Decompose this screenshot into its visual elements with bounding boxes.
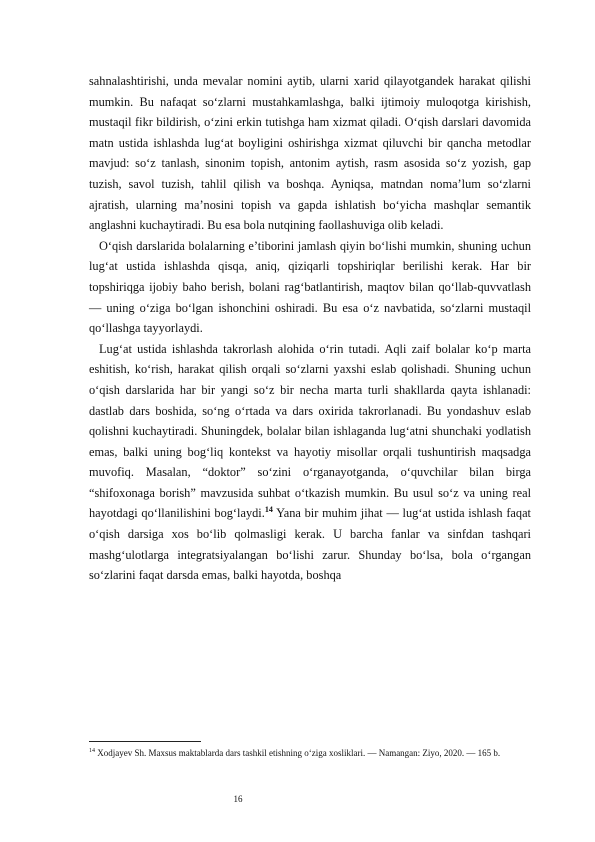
footnote-number: 14 bbox=[89, 748, 95, 754]
body-text bbox=[89, 71, 531, 586]
paragraph-1: sahnalashtirishi, unda mevalar nomini aytib, ularni xarid qilayotgandek harakat qilishi mumkin. Bu nafaqat so‘zlarni mustahkamlashga, balki ijtimoiy muloqotga kirishish, mustaqil fikr bildirish, o‘zini erkin tutishga ham xizmat qiladi. O‘qish darslari davomida matn ustida ishlashda lug‘at boyligini oshirishga xizmat qiluvchi bir qancha metodlar mavjud: so‘z tanlash, sinonim topish, antonim aytish, rasm asosida so‘z yozish, gap tuzish, savol tuzish, tahlil qilish va boshqa. Ayniqsa, matndan noma’lum so‘zlarni ajratish, ularning ma’nosini topish va gapda ishlatish bo‘yicha mashqlar semantik anglashni kuchaytiradi. Bu esa bola nutqining faollashuviga olib keladi. bbox=[89, 74, 531, 233]
footnote-text: Xodjayev Sh. Maxsus maktablarda dars tashkil etishning o‘ziga xosliklari. — Namangan: Ziyo, 2020. — 165 b. bbox=[95, 748, 501, 758]
page-number: 16 bbox=[233, 794, 243, 804]
footnote-reference[interactable]: 14 bbox=[264, 505, 273, 515]
footnote-divider bbox=[89, 741, 201, 742]
paragraph-3 bbox=[89, 339, 531, 586]
footnote bbox=[89, 745, 531, 759]
paragraph-3-text-after: Yana bir muhim jihat — lug‘at ustida ishlash faqat o‘qish darsiga xos bo‘lib qolmasligi kerak. U barcha fanlar va sinfdan tashqari mashg‘ulotlarga integratsiyalangan bo‘lishi zarur. Shunday bo‘lsa, bola o‘rgangan so‘zlarini faqat darsda emas, balki hayotda, boshqa bbox=[89, 506, 531, 583]
paragraph-3-text-before: Lug‘at ustida ishlashda takrorlash alohida o‘rin tutadi. Aqli zaif bolalar ko‘p marta eshitish, ko‘rish, harakat qilish orqali so‘zlarni yaxshi eslab qolishadi. Shuning uchun o‘qish darslarida har bir yangi so‘z bir necha marta turli shakllarda qayta ishlanadi: dastlab dars boshida, so‘ng o‘rtada va dars oxirida takrorlanadi. Bu yondashuv eslab qolishni kuchaytiradi. Shuningdek, bolalar bilan ishlaganda lug‘atni shunchaki yodlatish emas, balki uning bog‘liq kontekst va hayotiy misollar orqali tushuntirish maqsadga muvofiq. Masalan, “doktor” so‘zini o‘rganayotganda, o‘quvchilar bilan birga “shifoxonaga borish” mavzusida suhbat o‘tkazish mumkin. Bu usul so‘z va uning real hayotdagi qo‘llanilishini bog‘laydi. bbox=[89, 341, 531, 521]
paragraph-2: O‘qish darslarida bolalarning e’tiborini jamlash qiyin bo‘lishi mumkin, shuning uchun lug‘at ustida ishlashda qisqa, aniq, qiziqarli topshiriqlar berilishi kerak. Har bir topshiriqga ijobiy baho berish, bolani rag‘batlantirish, maqtov bilan qo‘llab-quvvatlash — uning o‘ziga bo‘lgan ishonchini oshiradi. Bu esa o‘z navbatida, so‘zlarni mustaqil qo‘llashga tayyorlaydi. bbox=[89, 238, 531, 336]
